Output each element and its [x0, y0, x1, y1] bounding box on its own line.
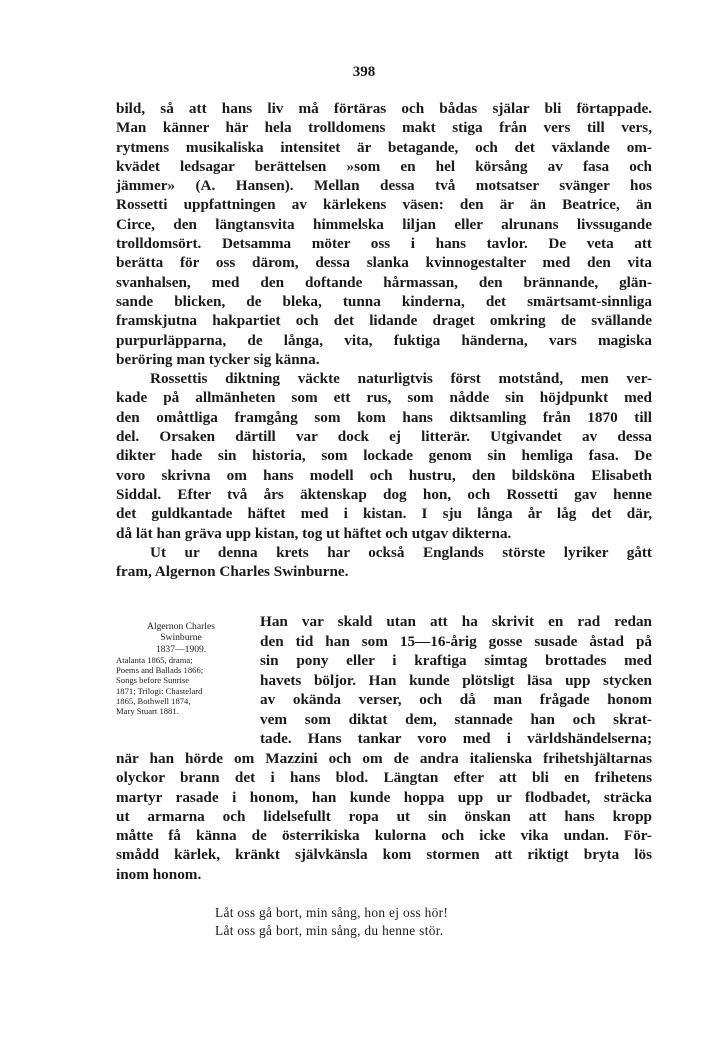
text-line: sin pony eller i kraftiga simtag brottades med — [260, 652, 652, 669]
text-line: smådd kärlek, kränkt självkänsla kom stormen att riktigt bryta lös — [116, 846, 652, 864]
margin-note-works: Poems and Ballads 1866; — [116, 665, 204, 676]
text-line: trolldomsört. Detsamma möter oss i hans tavlor. De veta att — [116, 235, 652, 253]
text-line: purpurläpparna, de långa, vita, fuktiga händerna, vars magiska — [116, 331, 652, 349]
text-line: voro skrivna om hans modell och hustru, den bildsköna Elisabeth — [116, 466, 652, 484]
text-line: vem som diktat dem, stannade han och skrat- — [260, 710, 652, 728]
text-line: bild, så att hans liv må förtäras och bådas själar bli förtappade. — [116, 100, 652, 117]
margin-note-years: 1837—1909. — [155, 643, 207, 655]
text-line: olyckor brann det i hans blod. Längtan efter att bli en frihetens — [116, 769, 652, 787]
text-line: dikter hade sin historia, som lockade genom sin hemliga fasa. De — [116, 447, 652, 465]
text-line: sande blicken, de bleka, tunna kinderna, det smärtsamt-sinnliga — [116, 292, 652, 310]
verse-line: Låt oss gå bort, min sång, du henne stör. — [215, 923, 444, 938]
text-line: martyr rasade i honom, han kunde hoppa upp ur flodbadet, sträcka — [116, 788, 652, 806]
margin-note-works: 1871; Trilogi: Chastelard — [116, 685, 203, 696]
page-number: 398 — [352, 64, 376, 80]
text-line: av okända verser, och då man frågade honom — [260, 691, 652, 708]
text-line: Circe, den längtansvita himmelska liljan eller alrunans livssugande — [116, 215, 652, 233]
text-line: fram, Algernon Charles Swinburne. — [116, 563, 349, 581]
text-line: den tid han som 15—16-årig gosse susade åstad på — [260, 632, 652, 650]
verse-line: Låt oss gå bort, min sång, hon ej oss hör! — [215, 905, 449, 920]
text-line: ut armarna och lidelsefullt ropa ut sin önskan att hans kropp — [116, 807, 652, 825]
text-line: Han var skald utan att ha skrivit en rad redan — [260, 613, 652, 630]
margin-note-works: Mary Stuart 1881. — [116, 705, 179, 716]
verse-quote — [215, 904, 555, 940]
text-line: det guldkantade häftet med i kistan. I sju långa år låg det där, — [116, 505, 652, 523]
text-line: kade på allmänheten som ett rus, som nådde sin höjdpunkt med — [116, 389, 652, 407]
margin-note-works: Atalanta 1865, drama; — [116, 654, 193, 665]
margin-note — [116, 621, 246, 716]
text-line: havets böljor. Han kunde plötsligt läsa upp stycken — [260, 671, 652, 689]
margin-note-name: Algernon Charles — [147, 621, 215, 632]
text-line: Rossetti uppfattningen av kärlekens väsen: den är än Beatrice, än — [116, 196, 652, 214]
text-line: framskjutna hakpartiet och det lidande draget omkring de svällande — [116, 312, 652, 330]
text-line: Siddal. Efter två års äktenskap dog hon, och Rossetti gav henne — [116, 485, 652, 503]
text-line: när han hörde om Mazzini och om de andra italienska frihetshjältarnas — [116, 750, 652, 767]
text-line: jämmer» (A. Hansen). Mellan dessa två motsatser svänger hos — [116, 177, 652, 195]
text-beside-note — [260, 612, 652, 749]
text-line: kvädet ledsagar berättelsen »som en hel körsång av fasa och — [116, 157, 652, 175]
text-line: inom honom. — [116, 865, 202, 883]
margin-note-works: Songs before Sunrise — [116, 675, 190, 686]
text-below-note — [116, 749, 652, 884]
text-line: Man känner här hela trolldomens makt stiga från vers till vers, — [116, 119, 652, 137]
text-line: tade. Hans tankar voro med i världshändelserna; — [260, 730, 652, 747]
text-line: svanhalsen, med den doftande hårmassan, den brännande, glän- — [116, 273, 652, 291]
text-line: Ut ur denna krets har också Englands störste lyriker gått — [150, 543, 652, 561]
text-line: måtte få känna de österrikiska kulorna och icke vika undan. För- — [116, 827, 652, 845]
text-line: den omåttliga framgång som kom hans diktsamling från 1870 till — [116, 408, 652, 426]
text-line: Rossettis diktning väckte naturligtvis först motstånd, men ver- — [150, 370, 652, 388]
text-line: då lät han gräva upp kistan, tog ut häftet och utgav dikterna. — [116, 524, 512, 542]
margin-note-works: 1865, Bothwell 1874, — [116, 695, 191, 706]
main-text — [116, 99, 652, 581]
text-line: rytmens musikaliska intensitet är betagande, och det växlande om- — [116, 138, 652, 156]
text-line: berätta för oss därom, dessa slanka kvinnogestalter med den vita — [116, 254, 652, 272]
text-line: del. Orsaken därtill var dock ej litterär. Utgivandet av dessa — [116, 428, 652, 446]
text-line: beröring man tycker sig känna. — [116, 350, 320, 368]
margin-note-name: Swinburne — [160, 632, 202, 644]
